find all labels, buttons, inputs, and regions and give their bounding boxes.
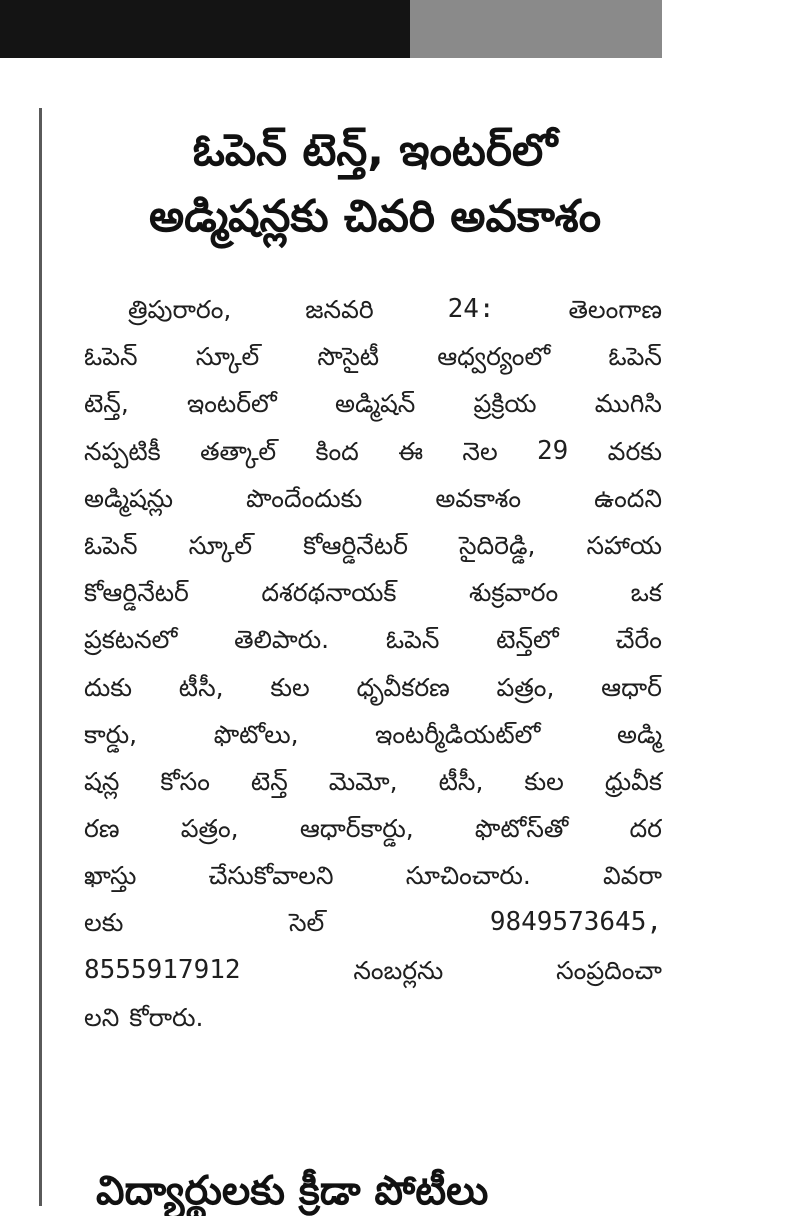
next-article-headline xyxy=(96,1168,656,1214)
body-word: టీసీ, xyxy=(178,672,224,702)
body-word: టెన్త్ xyxy=(250,766,288,796)
body-word: ధ్రువీక xyxy=(604,766,662,796)
body-word: చేరేం xyxy=(615,625,662,655)
body-word: స్కూల్ xyxy=(195,342,260,372)
body-line xyxy=(84,616,662,663)
body-word: కోసం xyxy=(160,766,210,796)
body-line xyxy=(84,899,662,946)
body-word: 29 xyxy=(537,435,569,466)
body-word: పత్రం, xyxy=(496,672,555,702)
article-body xyxy=(84,286,662,1041)
body-word: ఓపెన్ xyxy=(608,342,662,372)
body-word: తత్కాల్ xyxy=(200,436,277,466)
body-line xyxy=(84,852,662,899)
body-word: టెన్త్‌లో xyxy=(496,625,559,655)
body-word: ప్రకటనలో xyxy=(84,625,178,655)
body-word: ఇంటర్‌లో xyxy=(187,389,277,419)
body-line xyxy=(84,333,662,380)
body-word: కుల xyxy=(524,766,564,796)
body-word: కార్డు, xyxy=(84,719,138,749)
body-word: ఓపెన్ xyxy=(84,342,138,372)
body-word: తెలంగాణ xyxy=(568,295,662,324)
body-word: సెల్ xyxy=(288,908,325,938)
body-word: ఓపెన్ xyxy=(385,625,440,655)
body-word: దుకు xyxy=(84,672,133,702)
body-word: ఇంటర్మీడియట్‌లో xyxy=(375,719,541,749)
body-word: అవకాశం xyxy=(435,483,522,513)
body-word: 24: xyxy=(447,294,495,324)
body-word: ఆధార్ xyxy=(601,672,662,702)
body-word: సొసైటీ xyxy=(317,342,380,372)
body-word: శుక్రవారం xyxy=(468,578,559,608)
body-word: షన్ల xyxy=(84,766,120,796)
body-word: ప్రక్రియ xyxy=(473,389,537,419)
body-line xyxy=(84,475,662,522)
body-word: పత్రం, xyxy=(180,814,239,844)
headline-line-2: అడ్మిషన్లకు చివరి అవకాశం xyxy=(148,191,602,242)
body-word: త్రిపురారం, xyxy=(128,295,232,324)
body-word: పొందేందుకు xyxy=(246,483,363,513)
body-word: ఉందని xyxy=(594,483,662,513)
body-word: అడ్మిషన్లు xyxy=(84,483,174,513)
body-word: సూచించారు. xyxy=(405,861,531,891)
body-word: ఓపెన్ xyxy=(84,530,138,560)
body-word: రణ xyxy=(84,814,120,844)
masthead-grey-bar xyxy=(410,0,662,58)
body-word: దర xyxy=(629,814,662,844)
body-word: ఖాస్తు xyxy=(84,861,137,891)
body-line xyxy=(84,428,662,475)
body-line xyxy=(84,758,662,805)
body-word: ఈ xyxy=(398,436,424,466)
body-word: సైదిరెడ్డి, xyxy=(458,530,536,560)
body-word: ఒక xyxy=(630,578,662,608)
body-word: ఫొటోలు, xyxy=(213,719,299,749)
body-word: కోఆర్డినేటర్ xyxy=(84,578,189,608)
body-word: కింద xyxy=(315,436,359,466)
body-word: వివరా xyxy=(603,861,662,891)
column-divider xyxy=(39,108,42,1206)
body-word: అడ్మి xyxy=(617,719,662,749)
body-word: ధృవీకరణ xyxy=(356,672,450,702)
body-word: తెలిపారు. xyxy=(234,625,330,655)
body-line xyxy=(84,805,662,852)
body-word: నప్పటికీ xyxy=(84,436,161,466)
body-word: లకు xyxy=(84,908,124,938)
next-headline-text: విద్యార్థులకు క్రీడా పోటీలు xyxy=(96,1168,489,1214)
body-word: సంప్రదించా xyxy=(556,955,662,985)
body-word: సహాయ xyxy=(586,530,662,560)
body-line xyxy=(84,286,662,333)
body-word: కోఆర్డినేటర్ xyxy=(303,530,408,560)
body-word: టెన్త్, xyxy=(84,389,129,419)
body-word: టీసీ, xyxy=(438,766,484,796)
body-line xyxy=(84,569,662,616)
body-word: కుల xyxy=(270,672,310,702)
body-line xyxy=(84,994,662,1041)
body-word: నంబర్లను xyxy=(353,955,444,985)
body-line xyxy=(84,380,662,427)
body-word: ఆధ్వర్యంలో xyxy=(437,342,551,372)
article-headline xyxy=(60,118,690,250)
body-line xyxy=(84,711,662,758)
headline-line-1: ఓపెన్ టెన్త్, ఇంటర్‌లో xyxy=(192,125,558,176)
masthead-dark-bar xyxy=(0,0,410,58)
body-line xyxy=(84,947,662,994)
body-word: ముగిసి xyxy=(594,389,662,419)
body-word: వరకు xyxy=(607,436,662,466)
body-word: దశరథనాయక్ xyxy=(261,578,397,608)
body-word: స్కూల్ xyxy=(188,530,253,560)
body-word: చేసుకోవాలని xyxy=(208,861,334,891)
body-word: అడ్మిషన్ xyxy=(334,389,416,419)
body-word: 8555917912 xyxy=(84,954,241,985)
body-word: 9849573645, xyxy=(489,907,662,938)
body-line xyxy=(84,664,662,711)
body-word: కోరారు. xyxy=(129,1002,204,1032)
body-word: మెమో, xyxy=(328,766,398,796)
body-word: ఫొటోస్‌తో xyxy=(474,814,569,844)
body-word: జనవరి xyxy=(305,295,374,324)
body-word: ఆధార్‌కార్డు, xyxy=(299,814,414,844)
body-word: నెల xyxy=(462,436,498,466)
body-line xyxy=(84,522,662,569)
body-word: లని xyxy=(84,1002,120,1032)
